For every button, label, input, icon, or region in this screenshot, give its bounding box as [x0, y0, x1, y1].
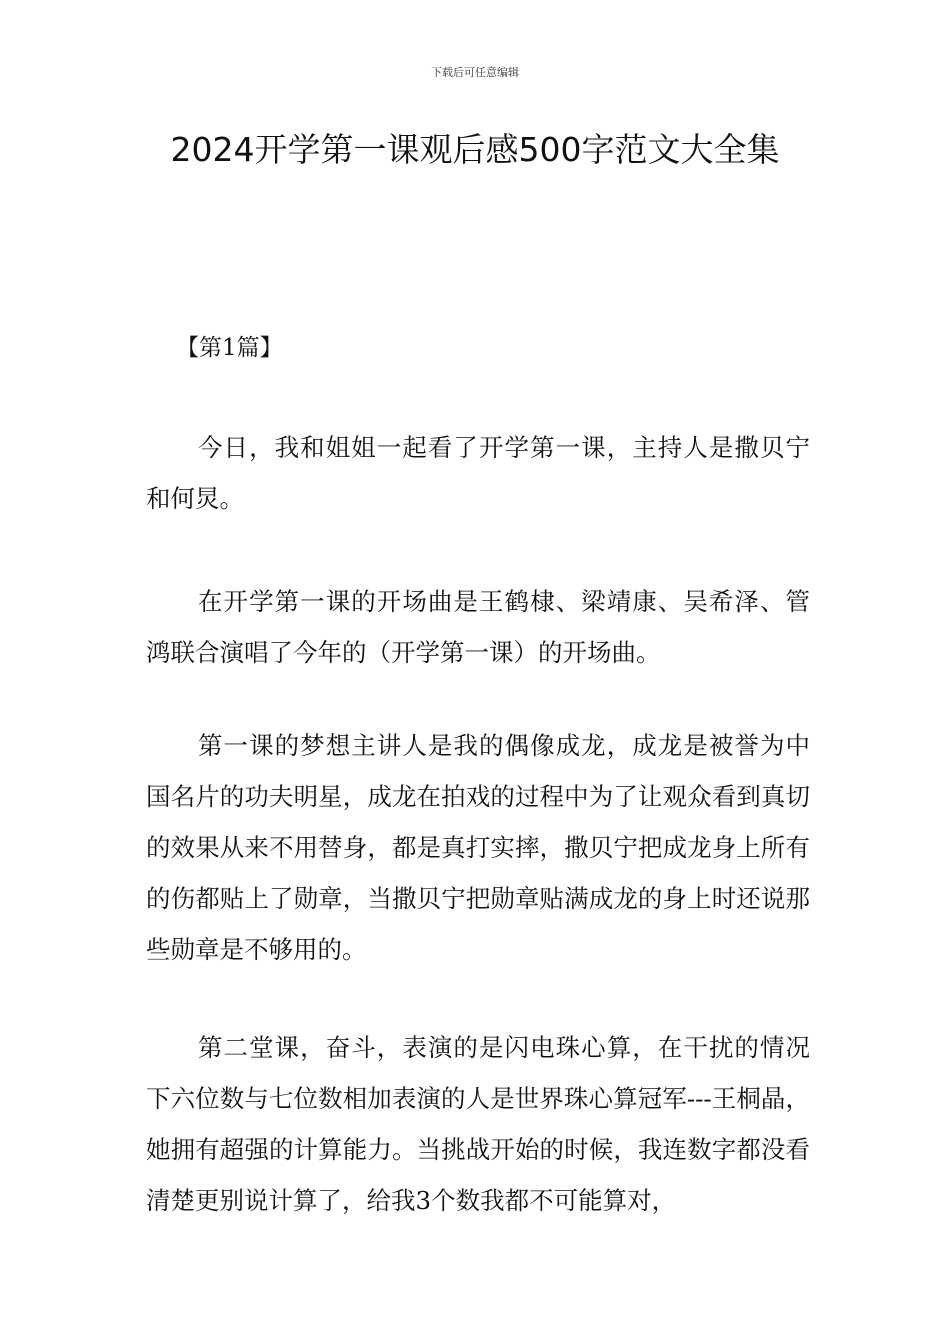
paragraph-2: 在开学第一课的开场曲是王鹤棣、梁靖康、吴希泽、管鸿联合演唱了今年的（开学第一课）的开场曲。: [146, 587, 810, 667]
paragraph-3: 第一课的梦想主讲人是我的偶像成龙，成龙是被誉为中国名片的功夫明星，成龙在拍戏的过程中为了让观众看到真切的效果从来不用替身，都是真打实摔，撒贝宁把成龙身上所有的伤都贴上了勋章，当撒贝宁把勋章贴满成龙的身上时还说那些勋章是不够用的。: [146, 731, 810, 964]
paragraph-1: 今日，我和姐姐一起看了开学第一课，主持人是撒贝宁和何炅。: [146, 433, 810, 513]
header-note: 下载后可任意编辑: [431, 66, 519, 79]
paragraph-4: 第二堂课，奋斗，表演的是闪电珠心算，在干扰的情况下六位数与七位数相加表演的人是世界珠心算冠军---王桐晶，她拥有超强的计算能力。当挑战开始的时候，我连数字都没看清楚更别说计算了，给我3个数我都不可能算对，: [146, 1033, 810, 1215]
document-title: 2024开学第一课观后感500字范文大全集: [170, 130, 780, 169]
section-label: 【第1篇】: [176, 335, 283, 361]
